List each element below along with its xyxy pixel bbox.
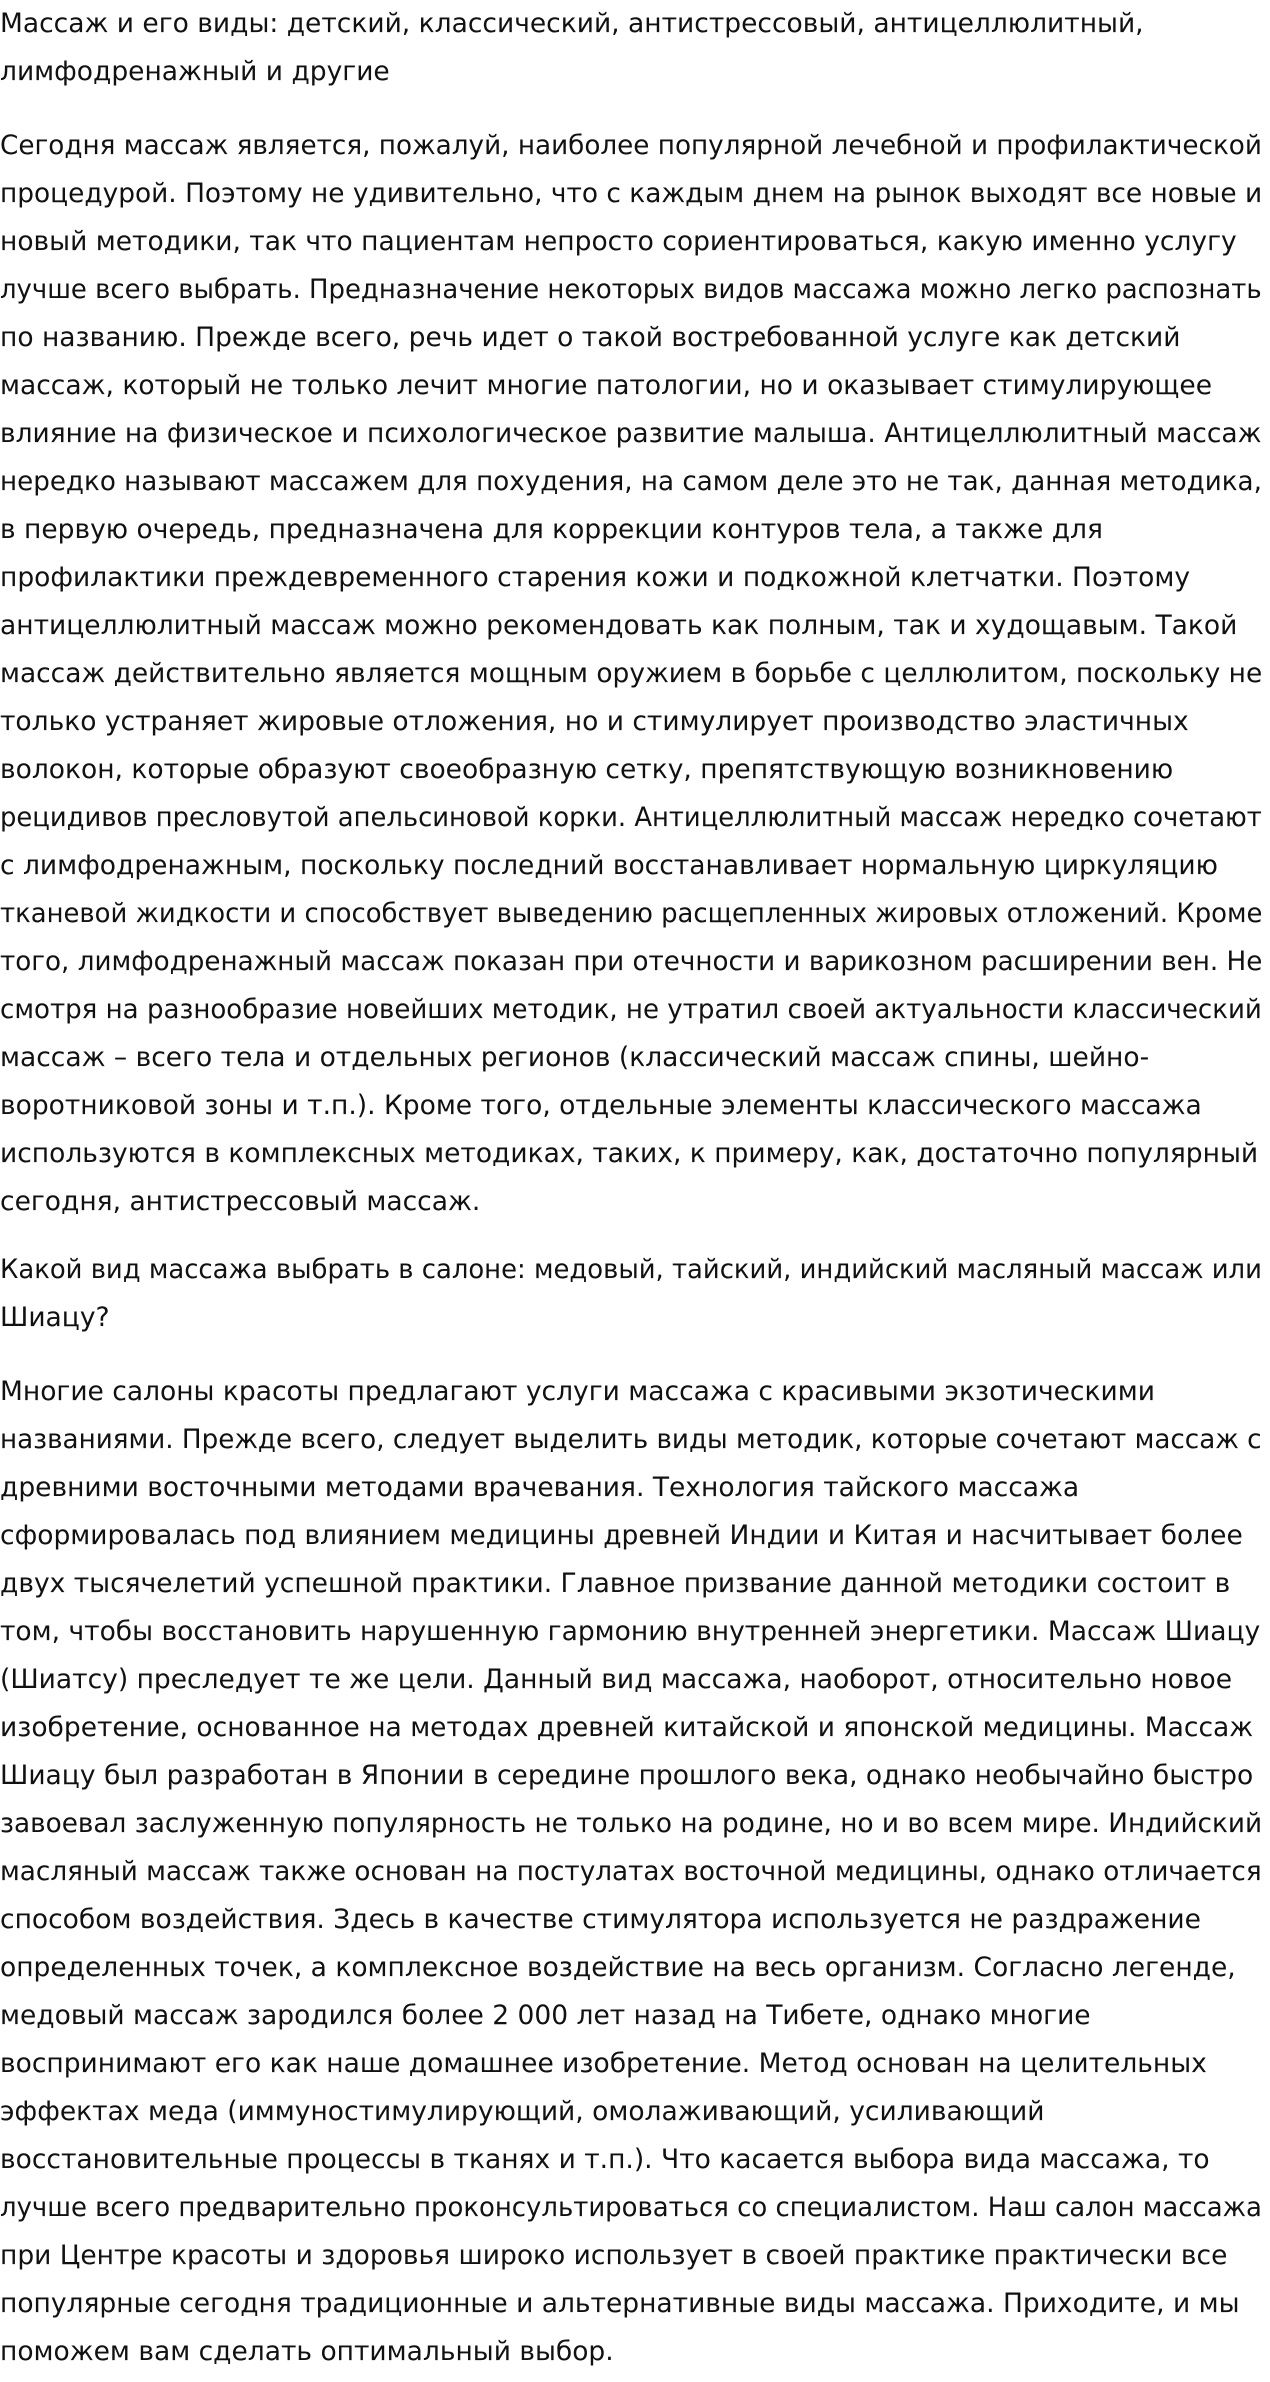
text-line: Шиацу? <box>0 1302 110 1333</box>
text-line: с лимфодренажным, поскольку последний восстанавливает нормальную циркуляцию <box>0 850 1218 881</box>
intro-paragraph <box>0 122 1270 1226</box>
text-line: восстановительные процессы в тканях и т.п.). Что касается выбора вида массажа, то <box>0 2144 1210 2175</box>
text-line: (Шиатсу) преследует те же цели. Данный вид массажа, наоборот, относительно новое <box>0 1664 1233 1695</box>
text-line: популярные сегодня традиционные и альтернативные виды массажа. Приходите, и мы <box>0 2288 1240 2319</box>
text-line: завоевал заслуженную популярность не только на родине, но и во всем мире. Индийский <box>0 1808 1263 1839</box>
text-line: антицеллюлитный массаж можно рекомендовать как полным, так и худощавым. Такой <box>0 610 1238 641</box>
text-line: того, лимфодренажный массаж показан при отечности и варикозном расширении вен. Не <box>0 946 1263 977</box>
text-line: профилактики преждевременного старения кожи и подкожной клетчатки. Поэтому <box>0 562 1191 593</box>
text-line: том, чтобы восстановить нарушенную гармонию внутренней энергетики. Массаж Шиацу <box>0 1616 1261 1647</box>
text-line: сформировалась под влиянием медицины древней Индии и Китая и насчитывает более <box>0 1520 1243 1551</box>
text-line: лучше всего выбрать. Предназначение некоторых видов массажа можно легко распознать <box>0 274 1262 305</box>
text-line: нередко называют массажем для похудения, на самом деле это не так, данная методика, <box>0 466 1262 497</box>
text-line: Сегодня массаж является, пожалуй, наиболее популярной лечебной и профилактической <box>0 130 1262 161</box>
text-line: способом воздействия. Здесь в качестве стимулятора используется не раздражение <box>0 1904 1201 1935</box>
section-heading <box>0 1246 1270 1342</box>
section-paragraph <box>0 1368 1270 2376</box>
text-line: по названию. Прежде всего, речь идет о такой востребованной услуге как детский <box>0 322 1181 353</box>
text-line: определенных точек, а комплексное воздействие на весь организм. Согласно легенде, <box>0 1952 1236 1983</box>
text-line: масляный массаж также основан на постулатах восточной медицины, однако отличается <box>0 1856 1262 1887</box>
text-line: рецидивов пресловутой апельсиновой корки. Антицеллюлитный массаж нередко сочетают <box>0 802 1262 833</box>
text-line: Массаж и его виды: детский, классический, антистрессовый, антицеллюлитный, <box>0 8 1144 39</box>
article-title <box>0 0 1144 96</box>
text-line: поможем вам сделать оптимальный выбор. <box>0 2336 614 2367</box>
text-line: медовый массаж зародился более 2 000 лет назад на Тибете, однако многие <box>0 2000 1091 2031</box>
text-line: только устраняет жировые отложения, но и стимулирует производство эластичных <box>0 706 1189 737</box>
text-line: двух тысячелетий успешной практики. Главное призвание данной методики состоит в <box>0 1568 1231 1599</box>
text-line: изобретение, основанное на методах древней китайской и японской медицины. Массаж <box>0 1712 1254 1743</box>
text-line: процедурой. Поэтому не удивительно, что с каждым днем на рынок выходят все новые и <box>0 178 1263 209</box>
text-line: смотря на разнообразие новейших методик, не утратил своей актуальности классический <box>0 994 1262 1025</box>
text-line: массаж – всего тела и отдельных регионов (классический массаж спины, шейно- <box>0 1042 1150 1073</box>
text-line: эффектах меда (иммуностимулирующий, омолаживающий, усиливающий <box>0 2096 1045 2127</box>
text-line: новый методики, так что пациентам непросто сориентироваться, какую именно услугу <box>0 226 1237 257</box>
text-line: при Центре красоты и здоровья широко использует в своей практике практически все <box>0 2240 1228 2271</box>
text-line: названиями. Прежде всего, следует выделить виды методик, которые сочетают массаж с <box>0 1424 1262 1455</box>
text-line: используются в комплексных методиках, таких, к примеру, как, достаточно популярный <box>0 1138 1259 1169</box>
text-line: воротниковой зоны и т.п.). Кроме того, отдельные элементы классического массажа <box>0 1090 1202 1121</box>
text-line: массаж действительно является мощным оружием в борьбе с целлюлитом, поскольку не <box>0 658 1263 689</box>
text-line: Многие салоны красоты предлагают услуги массажа с красивыми экзотическими <box>0 1376 1155 1407</box>
text-line: древними восточными методами врачевания. Технология тайского массажа <box>0 1472 1080 1503</box>
text-line: тканевой жидкости и способствует выведению расщепленных жировых отложений. Кроме <box>0 898 1263 929</box>
text-line: волокон, которые образуют своеобразную сетку, препятствующую возникновению <box>0 754 1174 785</box>
text-line: Шиацу был разработан в Японии в середине прошлого века, однако необычайно быстро <box>0 1760 1254 1791</box>
text-line: Какой вид массажа выбрать в салоне: медовый, тайский, индийский масляный массаж или <box>0 1254 1262 1285</box>
text-line: сегодня, антистрессовый массаж. <box>0 1186 481 1217</box>
text-line: массаж, который не только лечит многие патологии, но и оказывает стимулирующее <box>0 370 1212 401</box>
text-line: лимфодренажный и другие <box>0 56 390 87</box>
text-line: в первую очередь, предназначена для коррекции контуров тела, а также для <box>0 514 1103 545</box>
text-line: влияние на физическое и психологическое развитие малыша. Антицеллюлитный массаж <box>0 418 1262 449</box>
text-line: воспринимают его как наше домашнее изобретение. Метод основан на целительных <box>0 2048 1207 2079</box>
text-line: лучше всего предварительно проконсультироваться со специалистом. Наш салон массажа <box>0 2192 1262 2223</box>
